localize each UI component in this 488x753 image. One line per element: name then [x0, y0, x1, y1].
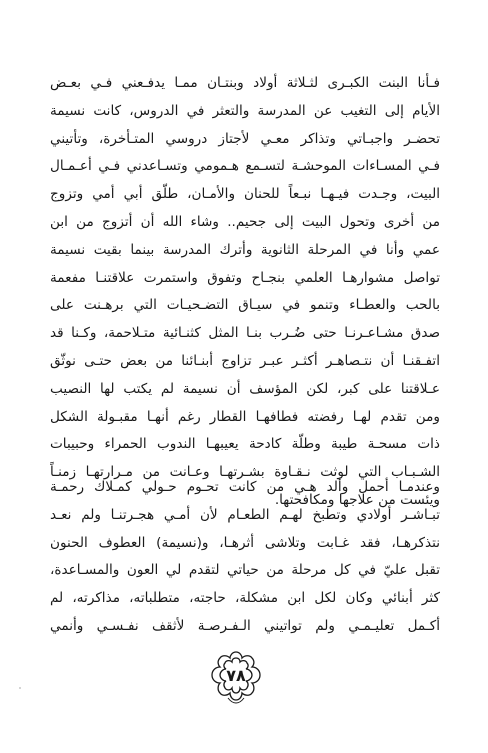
text-line: تبـاشـر أولادي وتطبخ لهـم الطعـام لأن أمـي هجـرتنـا ولم نعـد: [50, 506, 440, 523]
text-line: اتفـقنـا أن نتـصاهـر أكثـر عبـر تزاوج أبنـائنا من بعض حتـى نوثّق: [50, 352, 440, 369]
paragraph-1: [50, 70, 440, 515]
text-line: عـلاقتنا على كبر، لكن المؤسف أن نسيمة لم يكتب لها النصيب: [50, 380, 440, 397]
text-line: من أخرى وتحول البيت إلى جحيم.. وشاء الله أن أتزوج من ابن: [50, 213, 440, 230]
page-number: ٧٨: [226, 666, 246, 685]
text-line: بالحب والعطـاء وتنمو في سيـاق التضـحيـات التي برهـنت على: [50, 297, 440, 314]
text-line: أكـمل تعليـمـي ولم تواتيني الـفـرصـة لأثقف نفـسـي وأنمي: [50, 617, 440, 634]
page-number-ornament: [204, 648, 268, 704]
text-line: وعندمـا أحمل وألد هـي من كانت تحـوم حـولي كمـلاك رحمـة: [50, 479, 440, 495]
text-line: فـأنا البنت الكبـرى لثـلاثة أولاد وبنتـان ممـا يدفـعني فـي بعـض: [50, 75, 440, 91]
text-line: كثر أبنائي وكان لكل ابن مشكلة، حاجته، متطلباته، مذاكرته، لم: [50, 590, 440, 607]
text-line: تقبل عليّ في كل مرحلة من حياتي لتقدم لي العون والمسـاعدة،: [50, 562, 440, 579]
scan-speck: [19, 687, 21, 689]
paragraph-2: [50, 474, 440, 641]
text-line: نتذكرهـا، فقد غـابت وتلاشى أثرهـا، و(نسيمة) العطوف الحنون: [50, 534, 440, 551]
text-line: صدق مشـاعـرنـا حتى ضُـرب بنـا المثل كثنـائية متـلاحمة، وكـنا قد: [50, 325, 440, 342]
text-line: تحضـر واجبـاتي وتذاكر معـي لأجتاز دروسي المتـأخرة، وتأتيني: [50, 130, 440, 147]
text-line: الشـبـاب التي لوثت نـقـاوة بشـرتهـا وعـانت من مـرارتهـا زمنـاً: [50, 464, 440, 481]
text-line: عمي وأنا في المرحلة الثانوية وأترك المدرسة بينما بقيت نسيمة: [50, 241, 440, 258]
text-line: البيت، وجـدت فيـهـا نبـعاً للحنان والأمـان، طلّق أبي أمي وتزوج: [50, 186, 440, 203]
text-line: ذات مسحـة طيبة وطلّة كادحة يعيبهـا الندوب الحمراء وحبيبات: [50, 436, 440, 453]
text-line: الأيام إلى التغيب عن المدرسة والتعثر في الدروس، كانت نسيمة: [50, 102, 440, 119]
text-line: ومن تقدم لهـا رفضته فطافهـا القطار رغم أنهـا مقبـولة الشكل: [50, 408, 440, 425]
text-line: ويئست من علاجها ومكافحتها.: [274, 491, 440, 508]
text-line: فـي المسـاءات الموحشـة لتسـمع هـمومي وتسـاعدني فـي أعـمـال: [50, 158, 440, 175]
text-line: تواصل مشوارهـا العلمي بنجـاح وتفوق واستمرت علاقتنـا مفعمة: [50, 269, 440, 286]
